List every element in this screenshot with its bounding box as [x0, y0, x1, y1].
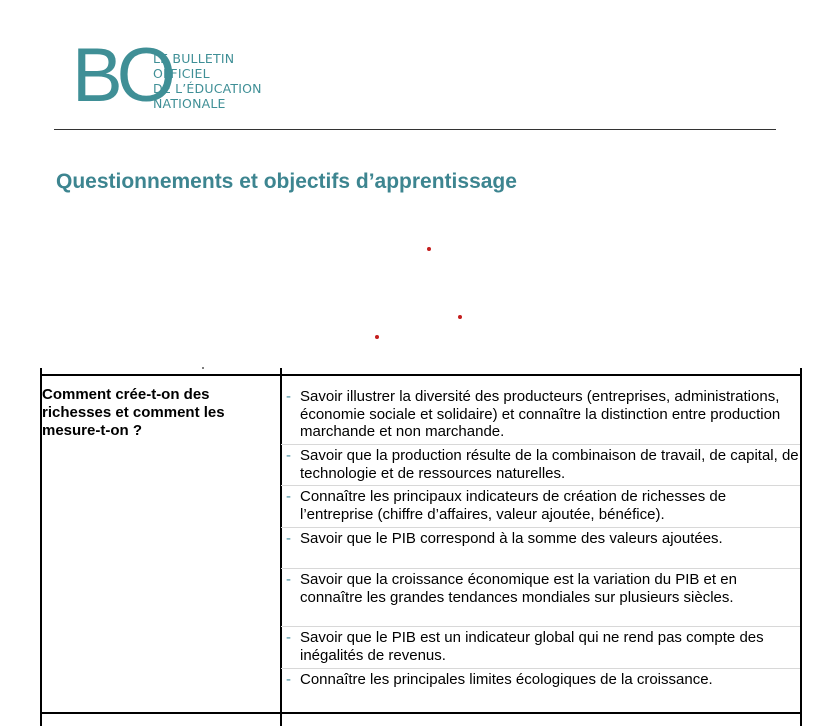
objective-text: Connaître les principales limites écologiques de la croissance. [300, 671, 713, 688]
logo-letters: BO [72, 33, 170, 118]
logo-text [153, 51, 262, 111]
bullet-dash: - [286, 530, 291, 547]
red-dot [458, 315, 462, 319]
row-separator [281, 568, 800, 569]
logo-line: OFFICIEL [153, 66, 210, 81]
logo-line: LE BULLETIN [153, 51, 235, 66]
objective-text: Connaître les principaux indicateurs de création de richesses de l’entreprise (chiffre d’affaires, valeur ajoutée, bénéfice). [300, 488, 727, 523]
table-top-border [40, 374, 801, 376]
bullet-dash: - [286, 629, 291, 646]
bullet-dash: - [286, 388, 291, 405]
table-middle-border [280, 368, 282, 726]
objective-text: Savoir que le PIB est un indicateur global qui ne rend pas compte des inégalités de revenus. [300, 629, 764, 664]
bo-logo [72, 33, 272, 123]
red-dot [427, 247, 431, 251]
row-separator [281, 626, 800, 627]
row-separator [281, 444, 800, 445]
bullet-dash: - [286, 488, 291, 505]
table-right-border [800, 368, 802, 726]
table-bottom-border [40, 712, 801, 714]
objective-text: Savoir illustrer la diversité des producteurs (entreprises, administrations, économie sociale et solidaire) et connaître la distinction entre production marchande et non marchande. [300, 388, 781, 440]
row-separator [281, 527, 800, 528]
objective-text: Savoir que la croissance économique est la variation du PIB et en connaître les grandes tendances mondiales sur plusieurs siècles. [300, 571, 737, 606]
red-dot [375, 335, 379, 339]
header-divider [54, 129, 776, 130]
section-title: Questionnements et objectifs d’apprentissage [56, 170, 517, 193]
objective-text: Savoir que la production résulte de la combinaison de travail, de capital, de technologie et de ressources naturelles. [300, 447, 799, 482]
bullet-dash: - [286, 447, 291, 464]
objective-text: Savoir que le PIB correspond à la somme des valeurs ajoutées. [300, 530, 723, 547]
logo-line: NATIONALE [153, 96, 226, 111]
logo-line: DE L’ÉDUCATION [153, 81, 262, 96]
bullet-dash: - [286, 671, 291, 688]
bullet-dash: - [286, 571, 291, 588]
small-dot [202, 367, 204, 369]
question-cell: Comment crée-t-on des richesses et comment les mesure-t-on ? [42, 386, 225, 439]
row-separator [281, 668, 800, 669]
row-separator [281, 485, 800, 486]
